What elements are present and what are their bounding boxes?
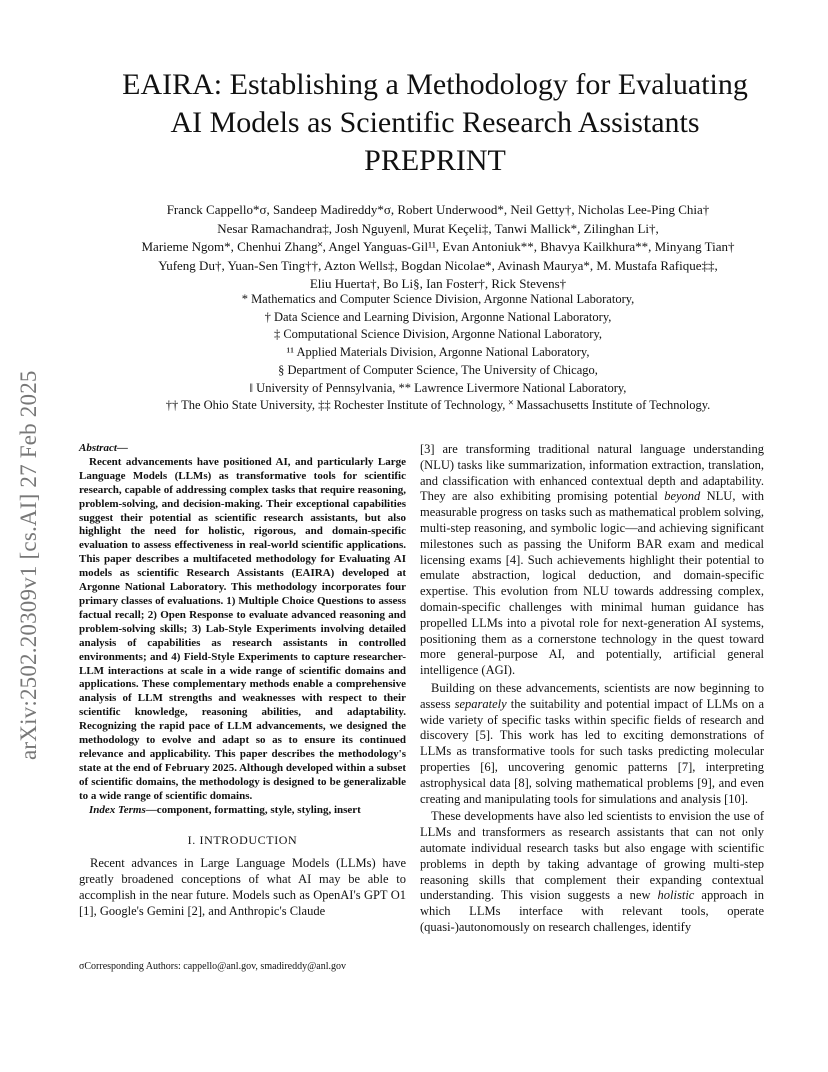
emphasis-text: holistic [657,888,695,903]
affiliation-line: ‖ University of Pennsylvania, ** Lawrence Livermore National Laboratory, [249,380,627,395]
text-span: These developments have also led scientists to envision the use of LLMs and transformers as research assistants that can not only automate individual research tasks but also engage with scientific problems in depth by taking advantage of growing multi-step reasoning skills that complement their expanding contextual understanding. This vision suggests a new [420,809,764,903]
emphasis-text: separately [454,696,507,711]
footnote: σCorresponding Authors: cappello@anl.gov, smadireddy@anl.gov [79,961,347,972]
author-line: Eliu Huerta†, Bo Li§, Ian Foster†, Rick Stevens† [309,276,567,291]
abstract-text: Recent advancements have positioned AI, and particularly Large Language Models (LLMs) as transformative tools for scientific research, capable of addressing complex tasks that require reasoning, problem-solving, and decision-making. Their exceptional capabilities suggest their potential as scientific research assistants, but also highlight the need for holistic, rigorous, and domain-specific evaluation to assess effectiveness in real-world scientific applications. This paper describes a multifaceted methodology for Evaluating AI models as scientific Research Assistants (EAIRA) developed at Argonne National Laboratory. This methodology incorporates four primary classes of evaluations. 1) Multiple Choice Questions to assess factual recall; 2) Open Response to evaluate advanced reasoning and problem-solving skills; 3) Lab-Style Experiments involving detailed analysis of capabilities as research assistants in controlled environments; and 4) Field-Style Experiments to capture researcher-LLM interactions at scale in a wide range of scientific domains and applications. These complementary methods enable a comprehensive analysis of LLM strengths and weaknesses with respect to their scientific knowledge, reasoning abilities, and adaptability. Recognizing the rapid pace of LLM advancements, we designed the methodology to evolve and adapt so as to ensure its continued relevance and applicability. This paper describes the methodology's state at the end of February 2025. Although developed within a subset of scientific domains, the methodology is designed to be generalizable to a wide range of scientific domains. [79,455,406,802]
paper-title [40,66,828,180]
affiliation-line: †† The Ohio State University, ‡‡ Rochester Institute of Technology, ˟ Massachusetts Institute of Technology. [165,398,711,413]
text-span: Building on these advancements, scientists are now beginning to assess [420,680,764,711]
intro-body [79,856,406,919]
intro-paragraph: Recent advances in Large Language Models (LLMs) have greatly broadened conceptions of what AI may be able to accomplish in the near future. Models such as OpenAI's GPT O1 [1], Google's Gemini [2], and Anthropic's Claude [79,856,406,918]
affiliation-line: ¹¹ Applied Materials Division, Argonne National Laboratory, [286,345,590,360]
affiliation-list [58,291,818,415]
emphasis-text: beyond [664,489,701,504]
author-line: Yufeng Du†, Yuan-Sen Ting††, Azton Wells‡, Bogdan Nicolae*, Avinash Maurya*, M. Mustafa Rafique‡‡, [158,257,718,273]
text-span: NLU, with measurable progress on tasks such as mathematical problem solving, multi-step reasoning, and symbolic logic—and achieving significant milestones such as passing the Uniform BAR exam and medical licensing exams [4]. Such achievements highlight their potential to emulate abstraction, logical deduction, and domain-specific expertise. This evolution from NLU towards addressing complex, domain-specific challenges with minimal human guidance has propelled LLMs into a pivotal role for next-generation AI systems, positioning them as a cornerstone technology in the quest toward more general-purpose AI, and potentially, artificial general intelligence (AGI). [420,489,765,678]
index-terms-label: Index Terms [89,803,146,816]
author-list [58,201,818,294]
author-line: Franck Cappello*σ, Sandeep Madireddy*σ, Robert Underwood*, Neil Getty†, Nicholas Lee-Ping Chia† [166,202,710,217]
affiliation-line: † Data Science and Learning Division, Argonne National Laboratory, [264,309,612,324]
index-terms-text: —component, formatting, style, styling, insert [145,803,361,816]
body-paragraph [420,809,764,935]
left-column [79,442,406,920]
section-heading: I. INTRODUCTION [187,833,298,848]
affiliation-line: § Department of Computer Science, The University of Chicago, [278,362,598,377]
title-line-2: AI Models as Scientific Research Assistants [170,106,700,139]
abstract-label: Abstract— [79,442,128,454]
text-span: [3] are transforming traditional natural language understanding (NLU) tasks like summarization, information extraction, translation, and classification with enhanced contextual depth and adaptability. They are also exhibiting promising potential [420,442,764,504]
author-line: Marieme Ngom*, Chenhui Zhang˟, Angel Yanguas-Gil¹¹, Evan Antoniuk**, Bhavya Kailkhura**, Minyang Tian† [141,239,735,254]
right-column [420,442,764,936]
text-span: approach in which LLMs interface with relevant tools, operate (quasi-)autonomously on research challenges, identify [420,888,764,934]
right-body [420,442,764,936]
abstract [79,442,406,817]
author-line: Nesar Ramachandra‡, Josh Nguyen‖, Murat Keçeli‡, Tanwi Mallick*, Zilinghan Li†, [217,220,659,236]
body-paragraph [420,681,764,807]
title-line-1: EAIRA: Establishing a Methodology for Evaluating [122,68,748,101]
arxiv-identifier: arXiv:2502.20309v1 [cs.AI] 27 Feb 2025 [16,370,41,760]
index-terms [79,804,406,818]
body-paragraph [420,442,764,679]
affiliation-line: ‡ Computational Science Division, Argonne National Laboratory, [273,327,603,342]
text-span: the suitability and potential impact of LLMs on a wide variety of specific tasks within specific fields of research and discovery [5]. This work has led to exciting demonstrations of LLMs as transformative tools for such tasks predicting molecular properties [6], uncovering genomic patterns [7], interpreting astrophysical data [8], solving mathematical problems [9], and even creating and manipulating tools for simulations and analysis [10]. [420,696,764,806]
title-line-3: PREPRINT [364,144,506,177]
affiliation-line: * Mathematics and Computer Science Division, Argonne National Laboratory, [241,292,635,306]
